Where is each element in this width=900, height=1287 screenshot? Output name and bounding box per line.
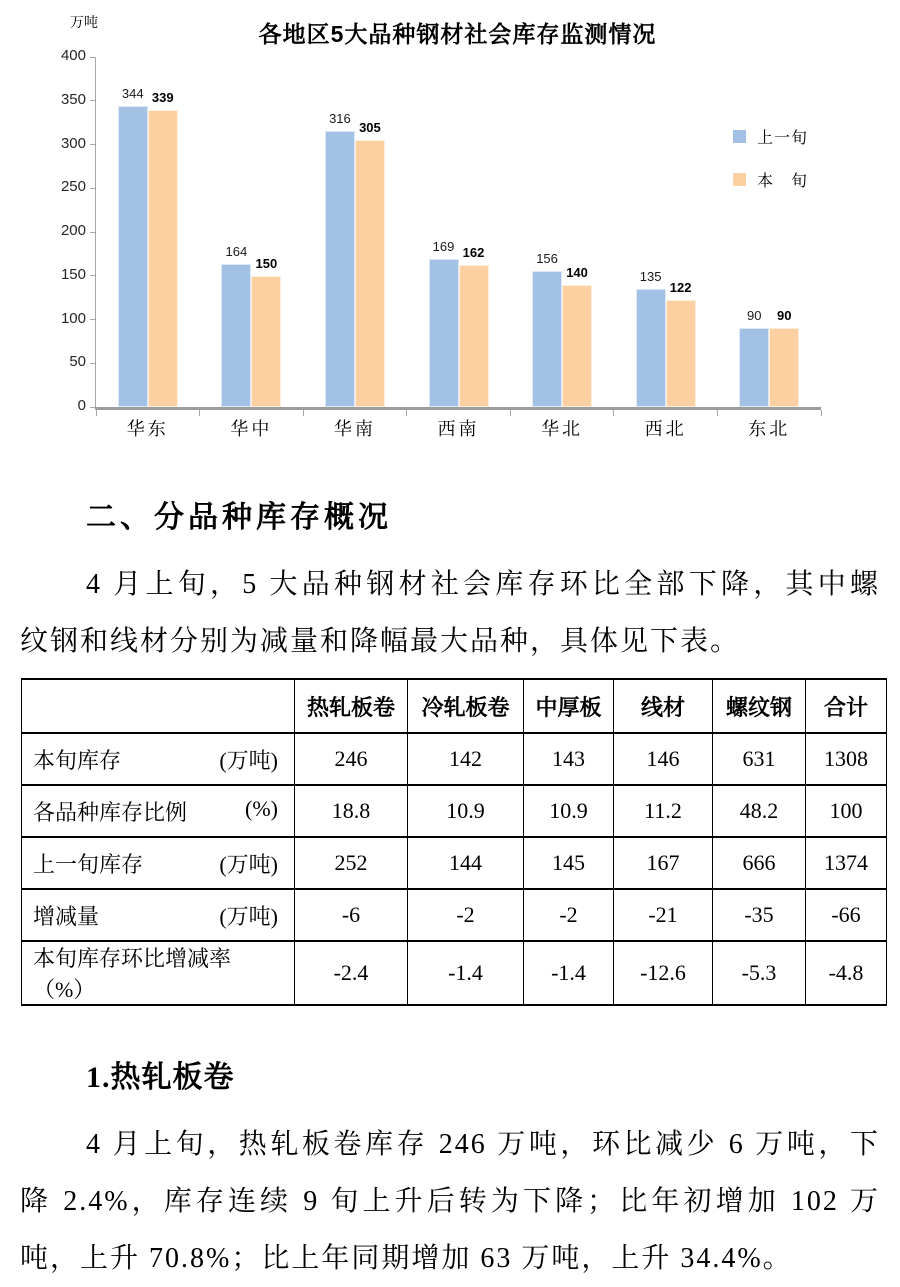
chart	[0, 0, 900, 450]
table-row	[22, 889, 887, 941]
bar	[355, 140, 385, 407]
y-tick	[90, 319, 96, 320]
table-cell: 146	[614, 733, 713, 785]
table-cell: 144	[408, 837, 524, 889]
x-tick	[613, 410, 614, 416]
legend-swatch	[733, 130, 746, 143]
bar-value-label: 164	[225, 243, 248, 259]
y-tick-label: 250	[60, 178, 86, 196]
paragraph-hot-rolled	[20, 1116, 880, 1287]
table-cell: 142	[408, 733, 524, 785]
table-cell: -12.6	[614, 941, 713, 1005]
table-cell: -6	[295, 889, 408, 941]
table-cell: 246	[295, 733, 408, 785]
chart-title: 各地区5大品种钢材社会库存监测情况	[258, 21, 657, 47]
row-label-cell: 各品种库存比例 (%)	[22, 785, 295, 837]
x-tick	[717, 410, 718, 416]
table-cell: -2.4	[295, 941, 408, 1005]
table-cell: 631	[713, 733, 806, 785]
y-tick	[90, 188, 96, 189]
x-tick	[510, 410, 511, 416]
table-header-cell: 冷轧板卷	[408, 679, 524, 733]
bar	[148, 110, 178, 407]
paragraph-line: 纹钢和线材分别为减量和降幅最大品种，具体见下表。	[20, 626, 741, 657]
bar-value-label: 162	[462, 245, 485, 261]
bar	[532, 271, 562, 408]
bar	[739, 328, 769, 407]
table-cell: -21	[614, 889, 713, 941]
y-axis-unit-label: 万吨	[70, 16, 98, 31]
paragraph-line: 4 月上旬，热轧板卷库存 246 万吨，环比减少 6 万吨，下	[86, 1129, 880, 1160]
x-tick	[303, 410, 304, 416]
legend-swatch	[733, 173, 746, 186]
section-heading: 二、分品种库存概况	[86, 501, 392, 534]
table-row	[22, 785, 887, 837]
y-tick	[90, 232, 96, 233]
legend-label: 上一旬	[757, 129, 809, 147]
y-tick-label: 400	[60, 47, 86, 64]
table-header-cell: 线材	[614, 679, 713, 733]
table-cell: 100	[806, 785, 887, 837]
table-cell: -66	[806, 889, 887, 941]
x-category-label: 华北	[541, 419, 584, 439]
y-tick-label: 100	[60, 309, 86, 327]
y-tick	[90, 275, 96, 276]
table-cell: 10.9	[408, 785, 524, 837]
bar	[221, 264, 251, 408]
table-cell: 143	[524, 733, 614, 785]
bar-value-label: 169	[432, 239, 455, 255]
bar-value-label: 305	[359, 120, 381, 136]
x-category-label: 东北	[748, 419, 791, 439]
bar	[562, 285, 592, 408]
bar-value-label: 156	[536, 250, 558, 266]
bar	[118, 106, 148, 407]
inventory-table	[21, 678, 887, 1006]
x-tick	[96, 410, 97, 416]
table-cell: 18.8	[295, 785, 408, 837]
bar-value-label: 122	[669, 280, 692, 296]
bar	[251, 276, 281, 407]
row-label-cell: 本旬库存 (万吨)	[22, 733, 295, 785]
table-cell: 145	[524, 837, 614, 889]
table-cell: -1.4	[408, 941, 524, 1005]
bar	[325, 131, 355, 408]
bar-value-label: 140	[566, 264, 588, 280]
x-tick	[821, 410, 822, 416]
bar	[459, 265, 489, 407]
table-row	[22, 941, 887, 1005]
table-cell: 666	[713, 837, 806, 889]
table-header-cell: 合计	[806, 679, 887, 733]
y-tick-label: 150	[60, 265, 86, 283]
bar	[636, 289, 666, 407]
y-tick-label: 0	[77, 397, 86, 414]
y-tick	[90, 100, 96, 101]
table-header-cell	[22, 679, 295, 733]
table-row	[22, 733, 887, 785]
table-cell: 1374	[806, 837, 887, 889]
legend-item	[733, 169, 808, 189]
table-header-cell: 螺纹钢	[713, 679, 806, 733]
x-tick	[199, 410, 200, 416]
bar	[769, 328, 799, 407]
x-category-label: 华中	[230, 419, 273, 439]
x-category-label: 华南	[333, 419, 376, 439]
y-tick-label: 300	[60, 134, 86, 152]
y-tick-label: 200	[60, 222, 86, 239]
row-label-cell: 本旬库存环比增减率（%）	[22, 941, 295, 1005]
table-cell: -35	[713, 889, 806, 941]
y-tick	[90, 407, 96, 408]
table-cell: -4.8	[806, 941, 887, 1005]
bar-value-label: 135	[639, 268, 662, 284]
y-tick-label: 50	[69, 353, 86, 371]
y-tick-label: 350	[60, 90, 86, 108]
table-header-cell: 中厚板	[524, 679, 614, 733]
y-tick	[90, 363, 96, 364]
paragraph-overview	[20, 556, 880, 670]
legend-item	[733, 126, 808, 146]
table-header-cell: 热轧板卷	[295, 679, 408, 733]
table-cell: -1.4	[524, 941, 614, 1005]
paragraph-line: 吨，上升 70.8%；比上年同期增加 63 万吨，上升 34.4%。	[20, 1243, 793, 1274]
table-cell: 10.9	[524, 785, 614, 837]
legend-label: 本 旬	[757, 172, 809, 190]
table-cell: 48.2	[713, 785, 806, 837]
bar	[666, 300, 696, 407]
table-cell: -2	[524, 889, 614, 941]
plot-area	[95, 57, 821, 439]
legend	[733, 126, 808, 212]
paragraph-line: 4 月上旬，5 大品种钢材社会库存环比全部下降，其中螺	[86, 569, 880, 600]
table-cell: 167	[614, 837, 713, 889]
table-cell: -5.3	[713, 941, 806, 1005]
table-row	[22, 837, 887, 889]
bar-value-label: 90	[776, 308, 792, 324]
bar-value-label: 150	[255, 255, 278, 271]
table-cell: 1308	[806, 733, 887, 785]
bar	[429, 259, 459, 407]
x-category-label: 西北	[644, 419, 687, 439]
table-cell: 11.2	[614, 785, 713, 837]
x-category-label: 华东	[126, 419, 169, 439]
row-label-cell: 增减量 (万吨)	[22, 889, 295, 941]
x-tick	[406, 410, 407, 416]
bar-value-label: 90	[746, 308, 762, 324]
table-cell: 252	[295, 837, 408, 889]
row-label-cell: 上一旬库存 (万吨)	[22, 837, 295, 889]
bar-value-label: 339	[151, 90, 174, 106]
y-tick	[90, 144, 96, 145]
bar-value-label: 344	[121, 86, 144, 101]
table-header-row	[22, 679, 887, 733]
table-cell: -2	[408, 889, 524, 941]
x-category-label: 西南	[437, 419, 480, 439]
subsection-heading: 1.热轧板卷	[86, 1061, 235, 1094]
y-tick	[90, 57, 96, 58]
paragraph-line: 降 2.4%，库存连续 9 旬上升后转为下降；比年初增加 102 万	[20, 1186, 880, 1217]
bar-value-label: 316	[329, 110, 351, 126]
